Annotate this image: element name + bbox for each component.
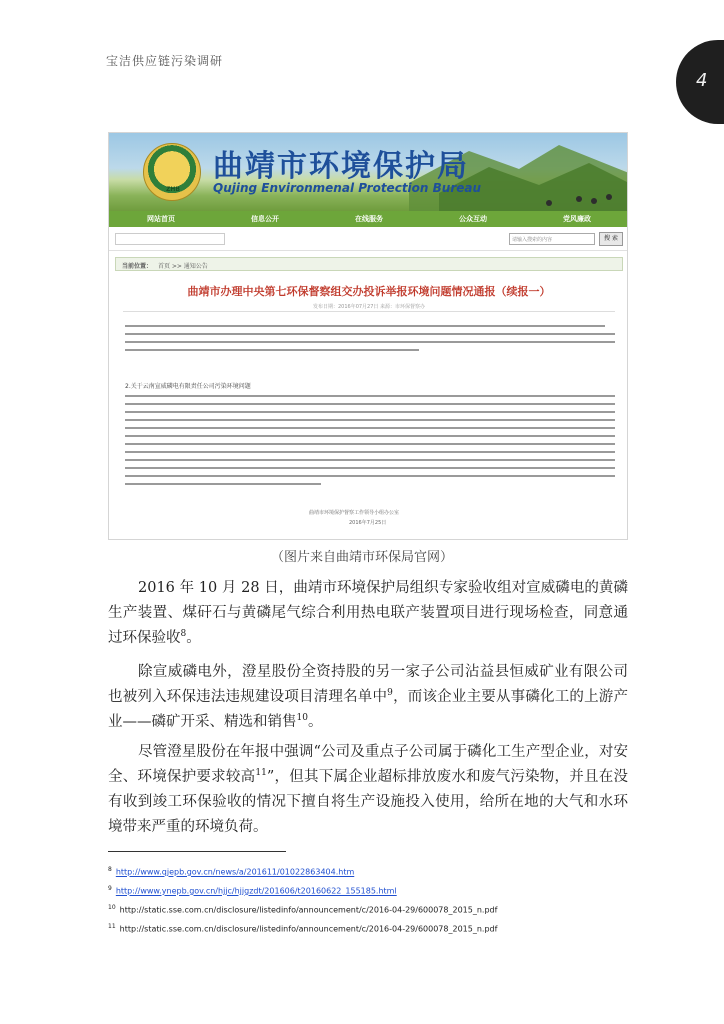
article-paragraph-2 [125, 395, 615, 491]
website-screenshot [108, 132, 628, 540]
article-signature-org: 曲靖市环境保护督察工作领导小组办公室 [309, 510, 400, 516]
footnote-number: 8 [108, 866, 112, 873]
footnote-text: http://static.sse.com.cn/disclosure/listedinfo/announcement/c/2016-04-29/600078_2015_n.pdf [119, 924, 498, 934]
paragraph-end: 。 [186, 630, 201, 646]
footnote-ref[interactable]: 9 [387, 688, 393, 699]
paragraph-end: 。 [307, 714, 323, 730]
bureau-emblem-icon [143, 143, 201, 201]
site-info-box [115, 233, 225, 245]
running-header: 宝洁供应链污染调研 [106, 54, 224, 68]
article-signature-date: 2016年7月25日 [349, 520, 387, 526]
footnote-9 [108, 885, 397, 896]
nav-info[interactable]: 信息公开 [251, 215, 279, 223]
article-meta: 发布日期：2016年07月27日 来源：市环保督察办 [312, 304, 426, 310]
site-nav [109, 211, 628, 227]
nav-interaction[interactable]: 公众互动 [459, 215, 487, 223]
page-number: 4 [696, 70, 708, 91]
search-row [109, 229, 628, 251]
page-number-tab [676, 40, 724, 124]
article-title: 曲靖市办理中央第七环保督察组交办投诉举报环境问题情况通报（续报一） [187, 285, 551, 298]
search-button[interactable]: 搜 索 [599, 232, 623, 246]
body-paragraph-3 [108, 740, 628, 840]
footnote-ref[interactable]: 8 [180, 629, 187, 640]
footnote-link[interactable]: http://www.ynepb.gov.cn/hjjc/hjjgzdt/201606/t20160622_155185.html [115, 886, 397, 896]
paragraph-text: 尽管澄星股份在年报中强调“公司及重点子公司属于磷化工生产型企业，对安全、环境保护要求较高 [108, 744, 628, 785]
nav-home[interactable]: 网站首页 [147, 215, 175, 223]
footnote-number: 9 [108, 885, 112, 892]
footnote-text: http://static.sse.com.cn/disclosure/listedinfo/announcement/c/2016-04-29/600078_2015_n.pdf [119, 905, 498, 915]
body-paragraph-2 [108, 660, 628, 735]
site-title-english: Qujing Environmenal Protection Bureau [213, 181, 482, 195]
footnote-8 [108, 866, 354, 877]
figure-caption: （图片来自曲靖市环保局官网） [270, 550, 453, 565]
paragraph-text: 2016 年 10 月 28 日，曲靖市环境保护局组织专家验收组对宣威磷电的黄磷生产装置、煤矸石与黄磷尾气综合利用热电联产装置项目进行现场检查，同意通过环保验收 [108, 580, 628, 646]
footnote-10 [108, 904, 497, 915]
divider [123, 311, 615, 312]
paragraph-text: 除宣威磷电外，澄星股份全资持股的另一家子公司沾益县恒威矿业有限公司也被列入环保违法违规建设项目清理名单中 [108, 664, 628, 705]
site-banner [109, 133, 628, 211]
article-section-heading: 2.关于云南宣威磷电有限责任公司污染环境问题 [125, 383, 251, 390]
footnote-number: 10 [108, 904, 116, 911]
footnote-11 [108, 923, 497, 934]
search-input[interactable]: 请输入搜索的内容 [509, 233, 595, 245]
nav-integrity[interactable]: 党风廉政 [563, 215, 591, 223]
breadcrumb-path[interactable]: 首页 >> 通知公告 [157, 263, 208, 270]
article-paragraph-1 [125, 325, 615, 357]
paragraph-text: ”，但其下属企业超标排放废水和废气污染物，并且在没有收到竣工环保验收的情况下擅自将生产设施投入使用，给所在地的大气和水环境带来严重的环境负荷。 [108, 769, 628, 835]
breadcrumb-label: 当前位置： [122, 263, 153, 270]
body-paragraph-1 [108, 576, 628, 651]
breadcrumb [115, 257, 623, 271]
site-title: 曲靖市环境保护局 [213, 149, 469, 184]
nav-services[interactable]: 在线服务 [355, 215, 383, 223]
footnote-divider [108, 851, 286, 852]
footnote-ref[interactable]: 11 [255, 768, 267, 779]
footnote-number: 11 [108, 923, 116, 930]
footnote-ref[interactable]: 10 [296, 713, 308, 724]
paragraph-text: ，而该企业主要从事磷化工的上游产业——磷矿开采、精选和销售 [108, 689, 628, 730]
emblem-text: ZHB [166, 186, 180, 193]
footnote-link[interactable]: http://www.qjepb.gov.cn/news/a/201611/01022863404.htm [115, 867, 355, 877]
